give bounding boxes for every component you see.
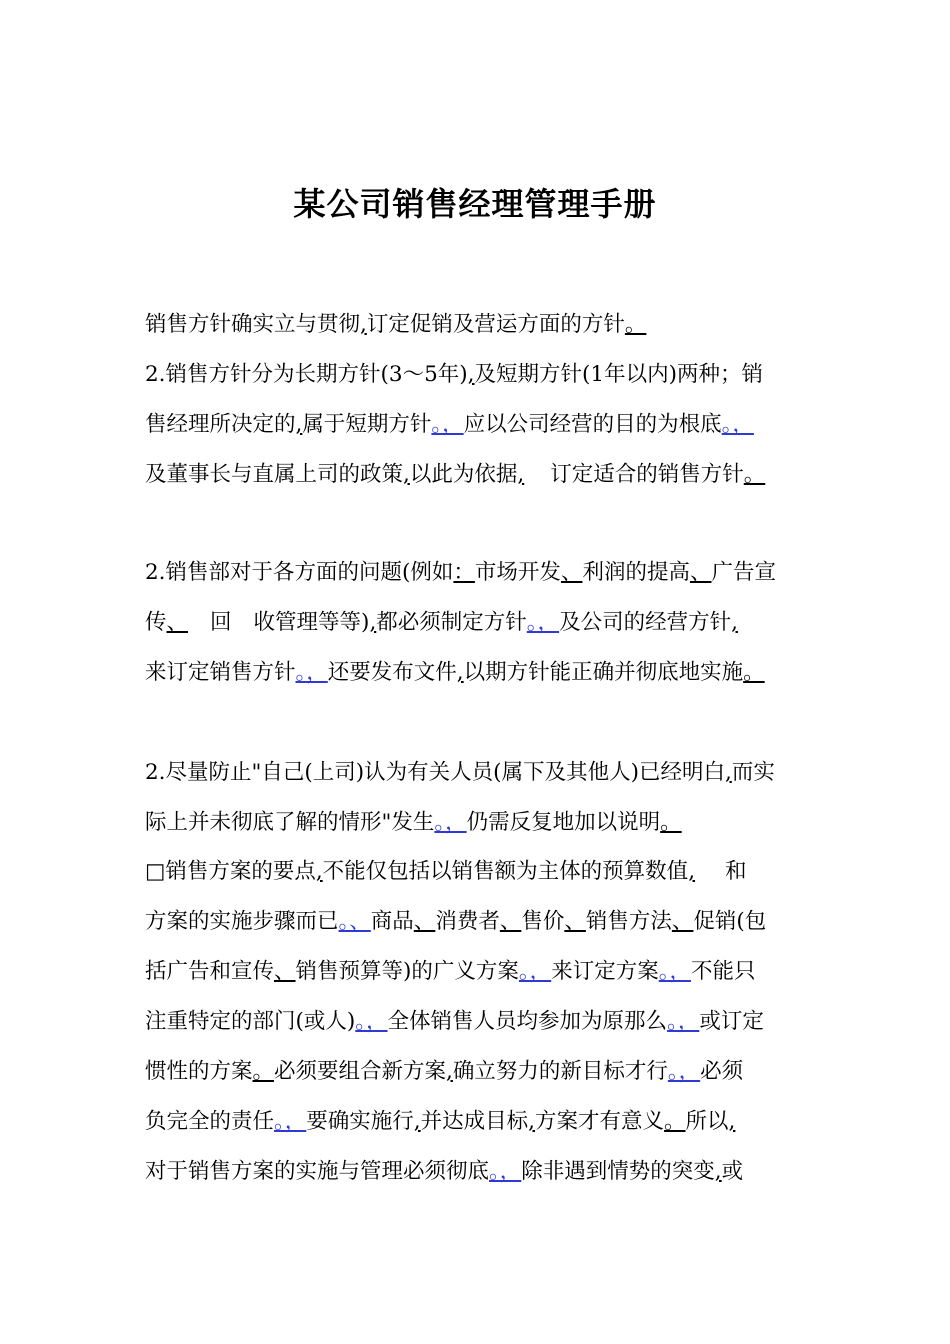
punct-run: , — [728, 1109, 736, 1134]
text-run: 或 — [721, 1159, 744, 1184]
link-punct: 。， — [355, 1009, 388, 1034]
text-run: 销售预算等)的广义方案 — [295, 959, 519, 984]
text-run: 负完全的责任 — [145, 1109, 275, 1134]
text-run: 以期方针能正确并彻底地实施 — [463, 660, 744, 685]
text-run: 应以公司经营的目的为根底 — [463, 412, 722, 437]
text-run: 际上并未彻底了解的情形"发生 — [145, 810, 435, 835]
text-line — [145, 757, 825, 789]
text-run: 广告宣 — [711, 560, 776, 585]
text-run: 属于短期方针 — [302, 412, 432, 437]
text-line — [145, 856, 825, 888]
punct-run: , — [360, 312, 367, 337]
punct-run: , — [295, 412, 303, 437]
page-title: 某公司销售经理管理手册 — [293, 185, 657, 223]
text-run: 来订定方案 — [551, 959, 659, 984]
text-run: 要确实施行 — [306, 1109, 414, 1134]
text-run: 不能仅包括以销售额为主体的预算数值 — [322, 859, 689, 884]
text-run: 惯性的方案 — [145, 1059, 253, 1084]
text-line — [145, 359, 825, 391]
text-line — [145, 557, 825, 589]
text-run: 和 — [725, 859, 747, 884]
text-run: 销售方法 — [585, 909, 672, 934]
text-run: 而实 — [731, 760, 775, 785]
punct-run: 、 — [560, 560, 583, 585]
punct-run: ： — [453, 560, 475, 585]
text-run: 确立努力的新目标才行 — [452, 1059, 668, 1084]
text-run: 售经理所决定的 — [145, 412, 296, 437]
punct-run: 。 — [664, 1109, 686, 1134]
text-run: 订定适合的销售方针 — [550, 462, 744, 487]
punct-run: , — [369, 610, 377, 635]
punct-run: , — [467, 362, 475, 387]
punct-run: , — [315, 859, 323, 884]
punct-run: , — [724, 760, 732, 785]
text-run: 除非遇到情势的突变 — [521, 1159, 715, 1184]
text-line — [145, 807, 825, 839]
text-run: 以此为依据 — [409, 462, 518, 487]
text-run: 所以 — [685, 1109, 729, 1134]
text-run: 订定促销及营运方面的方针 — [366, 312, 625, 337]
text-run: 必须 — [700, 1059, 744, 1084]
punct-run: 。 — [252, 1059, 275, 1084]
text-run: 对于销售方案的实施与管理必须彻底 — [145, 1159, 490, 1184]
text-run: 2.销售部对于各方面的问题(例如 — [145, 560, 454, 585]
text-run: 传 — [145, 610, 167, 635]
punct-run: , — [528, 1109, 535, 1134]
text-run: 不能只 — [690, 959, 756, 984]
text-run: 及公司的经营方针 — [559, 610, 732, 635]
text-line — [145, 906, 825, 938]
text-run: 销售方针确实立与贯彻 — [145, 312, 361, 337]
text-run: 括广告和宣传 — [145, 959, 275, 984]
text-run: 还要发布文件 — [327, 660, 457, 685]
punct-run: 。 — [743, 462, 766, 487]
text-run: 售价 — [521, 909, 565, 934]
punct-run: 。 — [624, 312, 647, 337]
text-run: 及董事长与直属上司的政策 — [145, 462, 404, 487]
punct-run: , — [403, 462, 410, 487]
link-punct: 。， — [295, 660, 328, 685]
text-run: 仍需反复地加以说明 — [466, 810, 661, 835]
text-line — [145, 309, 825, 341]
link-punct: 。， — [274, 1109, 307, 1134]
text-line — [145, 607, 825, 639]
link-punct: 。， — [667, 1009, 700, 1034]
text-line — [145, 1006, 825, 1038]
text-run: 注重特定的部门(或人) — [145, 1009, 356, 1034]
punct-run: 。 — [660, 810, 682, 835]
text-run: 2.销售方针分为长期方针(3～5年) — [145, 362, 468, 387]
text-line — [145, 1056, 825, 1088]
text-run: 促销(包 — [693, 909, 767, 934]
text-run: 并达成目标 — [420, 1109, 529, 1134]
link-punct: 。， — [518, 959, 552, 984]
link-punct: 。， — [721, 412, 754, 437]
text-line — [145, 956, 825, 988]
text-line — [145, 409, 825, 441]
link-punct: 。， — [434, 810, 467, 835]
text-run: 或订定 — [699, 1009, 764, 1034]
text-run: 必须要组合新方案 — [274, 1059, 447, 1084]
link-punct: 。， — [431, 412, 464, 437]
text-run: □销售方案的要点 — [145, 859, 316, 884]
punct-run: , — [413, 1109, 421, 1134]
text-run: 回 — [210, 610, 232, 635]
link-punct: 。， — [489, 1159, 522, 1184]
punct-run: , — [731, 610, 738, 635]
text-line — [145, 657, 825, 689]
link-punct: 。， — [658, 959, 691, 984]
link-punct: 。， — [526, 610, 560, 635]
punct-run: , — [446, 1059, 453, 1084]
link-punct: 。， — [667, 1059, 701, 1084]
text-line — [145, 1106, 825, 1138]
punct-run: 、 — [499, 909, 522, 934]
punct-run: , — [688, 859, 696, 884]
text-run: 全体销售人员均参加为原那么 — [387, 1009, 668, 1034]
text-line — [145, 1156, 825, 1188]
text-run: 市场开发 — [474, 560, 561, 585]
punct-run: 、 — [274, 959, 296, 984]
text-run: 2.尽量防止"自己(上司)认为有关人员(属下及其他人)已经明白 — [145, 760, 725, 785]
text-run: 收管理等等) — [253, 610, 370, 635]
punct-run: , — [714, 1159, 722, 1184]
text-line — [145, 459, 825, 491]
punct-run: 、 — [671, 909, 694, 934]
text-run: 利润的提高 — [582, 560, 690, 585]
text-run: 消费者 — [435, 909, 500, 934]
text-run: 及短期方针(1年以内)两种；销 — [474, 362, 763, 387]
punct-run: 。 — [743, 660, 765, 685]
text-run: 商品 — [370, 909, 414, 934]
text-run: 来订定销售方针 — [145, 660, 296, 685]
punct-run: , — [456, 660, 464, 685]
text-run: 方案才有意义 — [535, 1109, 665, 1134]
text-run: 方案的实施步骤而已 — [145, 909, 339, 934]
text-run: 都必须制定方针 — [376, 610, 527, 635]
punct-run: 、 — [689, 560, 712, 585]
punct-run: 、 — [564, 909, 586, 934]
punct-run: 、 — [166, 610, 189, 635]
punct-run: 、 — [413, 909, 436, 934]
link-punct: 。、 — [338, 909, 371, 934]
punct-run: , — [517, 462, 525, 487]
